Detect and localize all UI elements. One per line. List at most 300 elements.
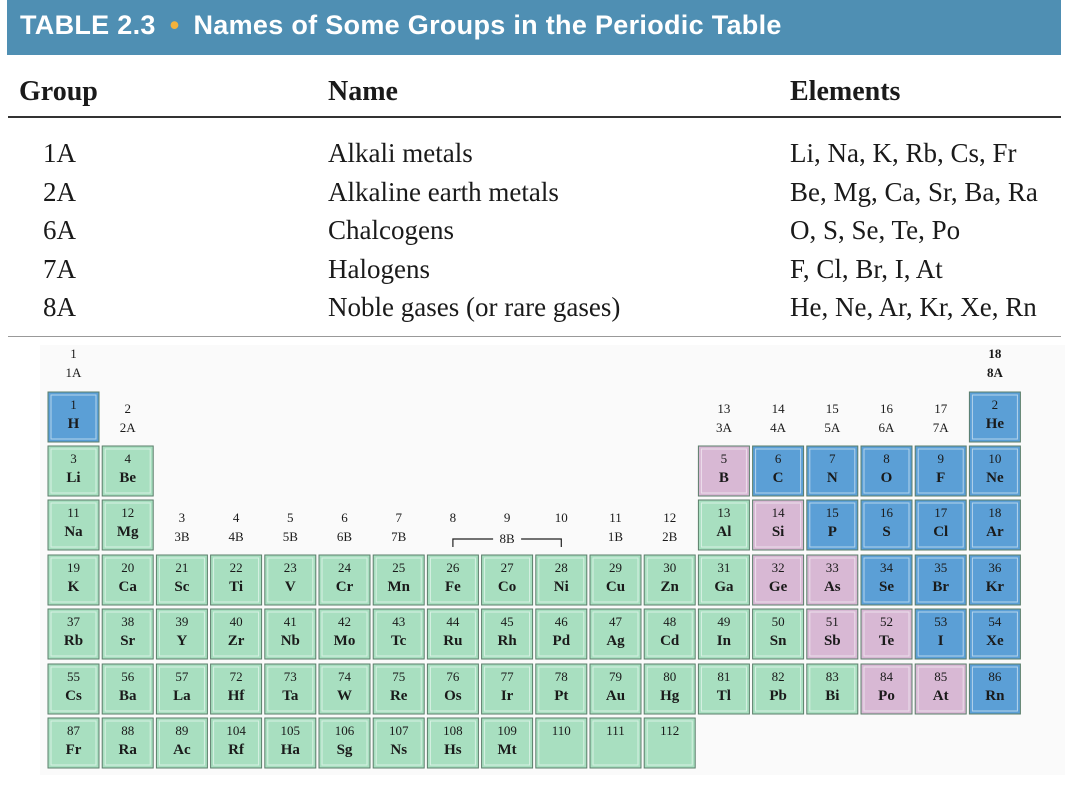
element-symbol: Br — [932, 579, 950, 595]
element-symbol: Ha — [280, 742, 300, 758]
group-label-ab: 2A — [119, 420, 136, 435]
element-cell — [102, 609, 153, 659]
element-cell — [590, 609, 641, 659]
group-cell: 1A — [43, 138, 76, 168]
element-symbol: Ge — [768, 579, 788, 595]
element-cell — [644, 664, 695, 714]
element-symbol: Ag — [606, 633, 625, 649]
element-symbol: Y — [176, 633, 188, 649]
group-cell: 7A — [43, 254, 76, 284]
atomic-number: 88 — [121, 723, 135, 738]
group-number: 9 — [503, 510, 511, 525]
group-number: 17 — [934, 401, 948, 416]
name-cell: Alkaline earth metals — [328, 177, 559, 207]
element-cell — [969, 392, 1020, 442]
element-cell — [807, 609, 858, 659]
group-label-ab: 1B — [607, 529, 624, 544]
atomic-number: 11 — [67, 505, 80, 520]
atomic-number: 47 — [609, 614, 622, 629]
element-symbol: Ta — [282, 688, 299, 704]
element-cell — [211, 664, 262, 714]
group-number: 6 — [341, 510, 348, 525]
table-label: TABLE 2.3 — [20, 10, 156, 40]
atomic-number: 109 — [497, 723, 517, 738]
element-symbol: Mo — [333, 633, 356, 649]
element-cell — [427, 718, 478, 768]
element-cell — [102, 446, 153, 496]
element-symbol: Pd — [552, 633, 571, 649]
element-symbol: Rh — [497, 633, 517, 649]
atomic-number: 32 — [771, 560, 785, 575]
element-symbol: Cr — [335, 579, 354, 595]
element-symbol: Ne — [986, 470, 1004, 486]
atomic-number: 23 — [283, 560, 297, 575]
atomic-number: 30 — [663, 560, 677, 575]
element-symbol: Cu — [605, 579, 626, 595]
element-cell — [698, 609, 749, 659]
group-number: 13 — [717, 401, 731, 416]
element-cell — [753, 555, 804, 605]
element-cell — [102, 555, 153, 605]
element-symbol: Sg — [336, 742, 353, 758]
atomic-number: 35 — [934, 560, 948, 575]
element-symbol: Ga — [714, 579, 734, 595]
element-cell — [753, 500, 804, 550]
group-number: 10 — [554, 510, 568, 525]
atomic-number: 37 — [67, 614, 80, 629]
atomic-number: 2 — [991, 397, 999, 412]
element-symbol: Sc — [174, 579, 190, 595]
element-symbol: P — [827, 524, 837, 540]
group-label-ab: 5A — [824, 420, 841, 435]
atomic-number: 38 — [121, 614, 135, 629]
element-cell — [48, 718, 99, 768]
element-cell — [969, 609, 1020, 659]
element-cell — [915, 500, 966, 550]
atomic-number: 44 — [446, 614, 460, 629]
element-cell — [807, 446, 858, 496]
element-symbol: Ca — [118, 579, 137, 595]
element-symbol: Na — [64, 524, 83, 540]
group-label-ab: 1A — [65, 365, 82, 380]
atomic-number: 17 — [934, 505, 948, 520]
atomic-number: 41 — [283, 614, 297, 629]
element-symbol: At — [932, 688, 949, 704]
atomic-number: 18 — [988, 505, 1002, 520]
element-symbol: Tc — [391, 633, 407, 649]
element-cell — [644, 555, 695, 605]
element-cell — [427, 664, 478, 714]
atomic-number: 50 — [771, 614, 785, 629]
element-cell — [969, 446, 1020, 496]
element-cell — [156, 718, 207, 768]
element-symbol: N — [826, 470, 838, 486]
name-cell: Chalcogens — [328, 215, 454, 245]
element-cell — [915, 609, 966, 659]
atomic-number: 108 — [443, 723, 463, 738]
atomic-number: 9 — [937, 451, 944, 466]
element-cell — [373, 718, 424, 768]
element-cell — [644, 609, 695, 659]
element-symbol: Ba — [118, 688, 137, 704]
element-cell — [807, 664, 858, 714]
element-symbol: Os — [444, 688, 462, 704]
element-symbol: Zr — [227, 633, 245, 649]
element-cell — [536, 609, 587, 659]
atomic-number: 104 — [226, 723, 246, 738]
element-cell — [373, 609, 424, 659]
atomic-number: 10 — [988, 451, 1002, 466]
element-symbol: Al — [716, 524, 732, 540]
element-cell — [319, 609, 370, 659]
element-symbol: Ac — [173, 742, 191, 758]
element-cell — [590, 664, 641, 714]
element-cell — [211, 555, 262, 605]
element-cell — [482, 718, 533, 768]
atomic-number: 4 — [124, 451, 131, 466]
element-symbol: Fe — [444, 579, 461, 595]
group-cell: 6A — [43, 215, 76, 245]
element-cell — [482, 664, 533, 714]
element-symbol: Ru — [443, 633, 463, 649]
name-cell: Noble gases (or rare gases) — [328, 292, 621, 322]
element-symbol: Sb — [823, 633, 841, 649]
element-cell — [915, 555, 966, 605]
atomic-number: 27 — [500, 560, 514, 575]
element-cell — [48, 500, 99, 550]
element-cell — [590, 718, 641, 768]
atomic-number: 34 — [880, 560, 893, 575]
element-symbol: Rb — [63, 633, 84, 649]
element-cell — [698, 446, 749, 496]
element-cell — [915, 446, 966, 496]
atomic-number: 73 — [283, 669, 297, 684]
atomic-number: 54 — [988, 614, 1002, 629]
element-cell — [319, 664, 370, 714]
atomic-number: 56 — [121, 669, 135, 684]
element-cell — [102, 718, 153, 768]
atomic-number: 52 — [880, 614, 893, 629]
element-cell — [482, 609, 533, 659]
element-symbol: Te — [878, 633, 895, 649]
atomic-number: 42 — [338, 614, 351, 629]
atomic-number: 14 — [771, 505, 785, 520]
element-symbol: Xe — [986, 633, 1004, 649]
element-symbol: Cd — [660, 633, 680, 649]
element-symbol: Bi — [825, 688, 840, 704]
element-symbol: Pb — [769, 688, 787, 704]
atomic-number: 33 — [825, 560, 839, 575]
group-number: 12 — [663, 510, 677, 525]
element-cell — [807, 555, 858, 605]
atomic-number: 40 — [229, 614, 243, 629]
element-cell — [265, 664, 316, 714]
element-cell — [48, 555, 99, 605]
atomic-number: 89 — [175, 723, 189, 738]
element-cell — [969, 500, 1020, 550]
element-symbol: Mn — [387, 579, 410, 595]
atomic-number: 8 — [883, 451, 890, 466]
element-symbol: K — [67, 579, 80, 595]
group-label-ab: 8B — [499, 531, 515, 546]
element-cell — [536, 555, 587, 605]
elements-cell: Be, Mg, Ca, Sr, Ba, Ra — [790, 177, 1038, 207]
element-cell — [753, 609, 804, 659]
element-cell — [427, 555, 478, 605]
element-cell — [156, 555, 207, 605]
atomic-number: 77 — [500, 669, 514, 684]
group-number: 4 — [232, 510, 240, 525]
element-symbol: C — [772, 470, 784, 486]
element-cell — [102, 664, 153, 714]
element-symbol: Co — [497, 579, 517, 595]
element-cell — [373, 555, 424, 605]
atomic-number: 22 — [229, 560, 243, 575]
group-label-ab: 6A — [878, 420, 895, 435]
group-number: 5 — [287, 510, 294, 525]
element-cell — [915, 664, 966, 714]
atomic-number: 13 — [717, 505, 731, 520]
group-number: 2 — [124, 401, 131, 416]
column-header-group: Group — [19, 76, 98, 107]
element-symbol: Tl — [716, 688, 731, 704]
element-symbol: S — [882, 524, 891, 540]
atomic-number: 53 — [934, 614, 948, 629]
element-cell — [698, 500, 749, 550]
atomic-number: 74 — [338, 669, 351, 684]
element-cell — [48, 446, 99, 496]
element-symbol: W — [337, 688, 352, 704]
atomic-number: 51 — [825, 614, 839, 629]
atomic-number: 111 — [606, 723, 625, 738]
element-cell — [48, 609, 99, 659]
atomic-number: 106 — [334, 723, 355, 738]
atomic-number: 85 — [934, 669, 948, 684]
element-symbol: Zn — [660, 579, 679, 595]
atomic-number: 55 — [67, 669, 80, 684]
element-symbol: I — [937, 633, 944, 649]
group-label-ab: 8A — [986, 365, 1003, 380]
atomic-number: 45 — [500, 614, 514, 629]
atomic-number: 15 — [825, 505, 839, 520]
element-cell — [861, 555, 912, 605]
element-cell — [861, 664, 912, 714]
atomic-number: 79 — [609, 669, 622, 684]
element-cell — [373, 664, 424, 714]
group-number: 18 — [988, 346, 1002, 361]
element-symbol: Kr — [985, 579, 1005, 595]
element-symbol: Ns — [390, 742, 408, 758]
group-number: 8 — [449, 510, 457, 525]
element-cell — [753, 446, 804, 496]
table-title-text: Names of Some Groups in the Periodic Table — [193, 10, 782, 40]
element-cell — [590, 555, 641, 605]
group-label-ab: 3A — [715, 420, 732, 435]
element-symbol: Be — [119, 470, 137, 486]
element-cell — [265, 555, 316, 605]
group-number: 14 — [771, 401, 785, 416]
element-symbol: Nb — [280, 633, 300, 649]
element-cell — [861, 446, 912, 496]
elements-cell: Li, Na, K, Rb, Cs, Fr — [790, 138, 1017, 168]
element-symbol: Rn — [985, 688, 1005, 704]
name-cell: Halogens — [328, 254, 430, 284]
element-symbol: Hf — [227, 688, 245, 704]
element-cell — [536, 664, 587, 714]
element-symbol: Ar — [986, 524, 1004, 540]
element-cell — [156, 609, 207, 659]
atomic-number: 31 — [717, 560, 731, 575]
group-label-ab: 3B — [174, 529, 190, 544]
atomic-number: 5 — [720, 451, 728, 466]
atomic-number: 110 — [551, 723, 571, 738]
element-symbol: Mt — [497, 742, 517, 758]
atomic-number: 28 — [554, 560, 568, 575]
element-symbol: Se — [879, 579, 894, 595]
group-number: 1 — [70, 346, 77, 361]
element-symbol: Fr — [65, 742, 82, 758]
element-symbol: Cl — [933, 524, 949, 540]
group-number: 11 — [609, 510, 622, 525]
atomic-number: 76 — [446, 669, 460, 684]
element-symbol: Po — [878, 688, 895, 704]
element-cell — [427, 609, 478, 659]
atomic-number: 43 — [392, 614, 406, 629]
element-cell — [698, 664, 749, 714]
elements-cell: O, S, Se, Te, Po — [790, 215, 961, 245]
group-cell: 2A — [43, 177, 76, 207]
element-cell — [536, 718, 587, 768]
element-symbol: Hs — [444, 742, 462, 758]
group-label-ab: 2B — [662, 529, 678, 544]
atomic-number: 20 — [121, 560, 135, 575]
group-label-ab: 7A — [932, 420, 949, 435]
atomic-number: 87 — [67, 723, 80, 738]
element-symbol: H — [67, 416, 80, 432]
element-symbol: V — [284, 579, 296, 595]
atomic-number: 86 — [988, 669, 1002, 684]
element-cell — [861, 609, 912, 659]
atomic-number: 105 — [280, 723, 301, 738]
element-symbol: Ni — [553, 579, 569, 595]
atomic-number: 29 — [609, 560, 622, 575]
atomic-number: 6 — [774, 451, 782, 466]
atomic-number: 3 — [70, 451, 77, 466]
element-symbol: O — [880, 470, 893, 486]
element-cell — [698, 555, 749, 605]
element-symbol: La — [173, 688, 191, 704]
atomic-number: 24 — [338, 560, 351, 575]
column-header-elements: Elements — [790, 76, 901, 107]
element-symbol: B — [718, 470, 729, 486]
atomic-number: 82 — [771, 669, 785, 684]
atomic-number: 112 — [660, 723, 680, 738]
atomic-number: 36 — [988, 560, 1002, 575]
element-cell — [482, 555, 533, 605]
group-label-ab: 6B — [336, 529, 353, 544]
element-symbol: In — [716, 633, 731, 649]
element-cell — [753, 664, 804, 714]
group-number: 3 — [178, 510, 186, 525]
elements-cell: F, Cl, Br, I, At — [790, 254, 943, 284]
group-cell: 8A — [43, 292, 76, 322]
atomic-number: 1 — [70, 397, 77, 412]
group-number: 16 — [880, 401, 893, 416]
atomic-number: 16 — [880, 505, 893, 520]
element-symbol: Cs — [65, 688, 82, 704]
element-cell — [319, 555, 370, 605]
element-symbol: Ti — [229, 579, 244, 595]
element-symbol: Si — [771, 524, 785, 540]
group-number: 7 — [395, 510, 402, 525]
element-symbol: Re — [389, 688, 408, 704]
element-symbol: Li — [66, 470, 81, 486]
atomic-number: 81 — [717, 669, 731, 684]
group-label-ab: 4A — [770, 420, 787, 435]
atomic-number: 107 — [388, 723, 409, 738]
name-cell: Alkali metals — [328, 138, 473, 168]
element-cell — [644, 718, 695, 768]
atomic-number: 75 — [392, 669, 406, 684]
element-symbol: F — [936, 470, 946, 486]
group-label — [450, 510, 457, 525]
element-symbol: Mg — [116, 524, 139, 540]
atomic-number: 21 — [175, 560, 189, 575]
element-symbol: Sr — [120, 633, 136, 649]
bullet-icon: • — [169, 10, 180, 40]
element-cell — [969, 664, 1020, 714]
atomic-number: 26 — [446, 560, 460, 575]
element-cell — [48, 392, 99, 442]
element-cell — [156, 664, 207, 714]
column-header-name: Name — [328, 76, 398, 107]
element-cell — [265, 718, 316, 768]
element-symbol: Pt — [554, 688, 569, 704]
element-cell — [969, 555, 1020, 605]
element-symbol: Sn — [769, 633, 787, 649]
atomic-number: 80 — [663, 669, 677, 684]
elements-cell: He, Ne, Ar, Kr, Xe, Rn — [790, 292, 1037, 322]
atomic-number: 25 — [392, 560, 406, 575]
atomic-number: 72 — [229, 669, 243, 684]
element-symbol: As — [823, 579, 841, 595]
atomic-number: 49 — [717, 614, 731, 629]
atomic-number: 84 — [880, 669, 893, 684]
element-cell — [211, 609, 262, 659]
atomic-number: 83 — [825, 669, 839, 684]
element-cell — [211, 718, 262, 768]
element-cell — [319, 718, 370, 768]
group-number: 15 — [825, 401, 839, 416]
element-symbol: He — [985, 416, 1005, 432]
element-cell — [861, 500, 912, 550]
element-cell — [48, 664, 99, 714]
element-symbol: Hg — [660, 688, 680, 704]
atomic-number: 57 — [175, 669, 189, 684]
group-label-ab: 4B — [228, 529, 244, 544]
element-symbol: Ir — [500, 688, 514, 704]
element-symbol: Rf — [228, 742, 245, 758]
element-cell — [807, 500, 858, 550]
group-label — [555, 510, 568, 525]
atomic-number: 46 — [554, 614, 568, 629]
atomic-number: 39 — [175, 614, 189, 629]
group-label-ab: 7B — [391, 529, 407, 544]
element-symbol: Ra — [118, 742, 137, 758]
atomic-number: 78 — [554, 669, 568, 684]
element-symbol: Au — [605, 688, 626, 704]
atomic-number: 7 — [829, 451, 836, 466]
